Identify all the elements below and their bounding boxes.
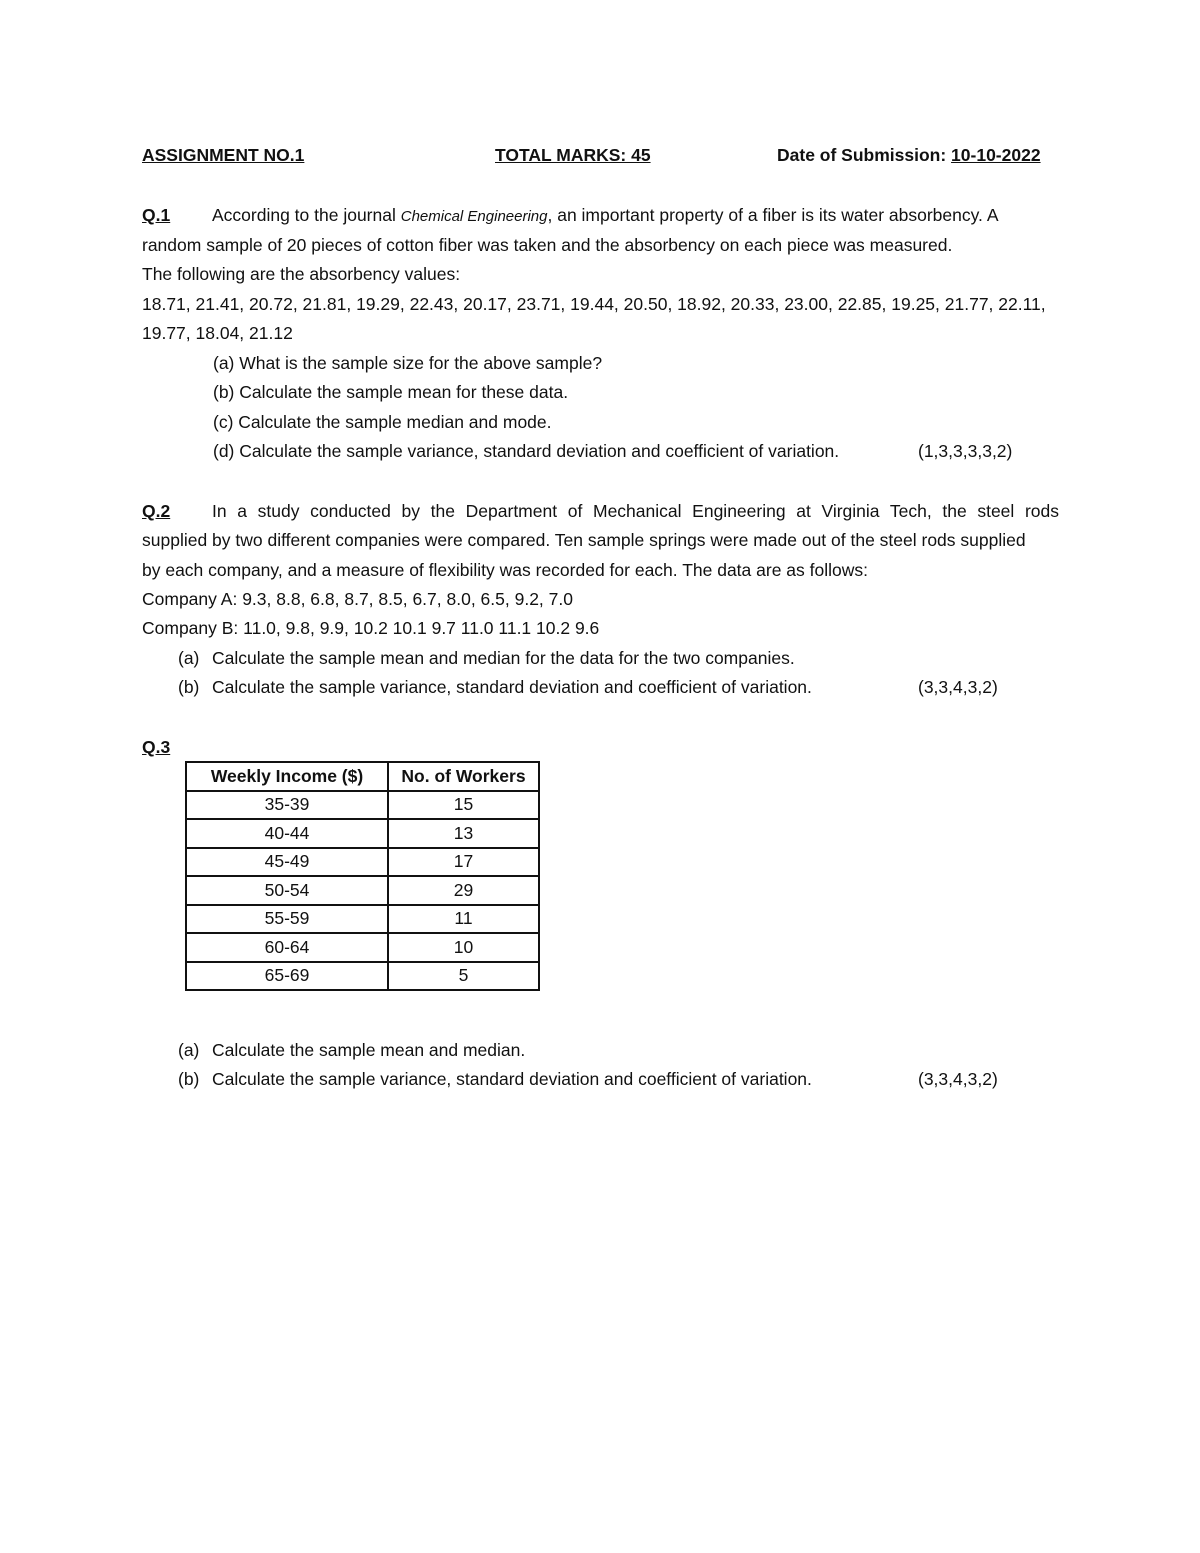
- q3-part-a-text: Calculate the sample mean and median.: [212, 1040, 526, 1060]
- income-cell: 65-69: [186, 962, 388, 991]
- q2-number: Q.2: [142, 501, 171, 521]
- q1-intro: [212, 204, 999, 228]
- q2-part-b-label: (b): [178, 677, 200, 697]
- q1-part-d: (d) Calculate the sample variance, standard deviation and coefficient of variation.: [213, 441, 840, 461]
- q2-part-b-text: Calculate the sample variance, standard deviation and coefficient of variation.: [212, 677, 812, 697]
- q1-part-b: (b) Calculate the sample mean for these data.: [213, 382, 569, 402]
- q1-data-line1: 18.71, 21.41, 20.72, 21.81, 19.29, 22.43, 20.17, 23.71, 19.44, 20.50, 18.92, 20.33, 23.00, 22.85, 19.25, 21.77, 22.11,: [142, 294, 1046, 314]
- q1-journal: Chemical Engineering: [400, 208, 548, 225]
- table-row: [186, 791, 539, 820]
- col-header-weekly-income: Weekly Income ($): [186, 762, 388, 791]
- col-header-no-of-workers: No. of Workers: [388, 762, 539, 791]
- q2-line3: by each company, and a measure of flexibility was recorded for each. The data are as follows:: [142, 560, 868, 580]
- q1-intro-pre: According to the journal: [212, 205, 401, 225]
- q2-line1: In a study conducted by the Department of Mechanical Engineering at Virginia Tech, the steel rods: [212, 501, 1059, 521]
- q3-part-b-text: Calculate the sample variance, standard deviation and coefficient of variation.: [212, 1069, 812, 1089]
- q2-part-a-label: (a): [178, 648, 200, 668]
- table-row: [186, 962, 539, 991]
- table-row: [186, 819, 539, 848]
- workers-cell: 13: [388, 819, 539, 848]
- workers-cell: 10: [388, 933, 539, 962]
- income-cell: 45-49: [186, 848, 388, 877]
- income-cell: 40-44: [186, 819, 388, 848]
- income-cell: 55-59: [186, 905, 388, 934]
- q1-part-a: (a) What is the sample size for the above sample?: [213, 353, 603, 373]
- q1-part-c: (c) Calculate the sample median and mode.: [213, 412, 552, 432]
- table-row: [186, 848, 539, 877]
- income-cell: 35-39: [186, 791, 388, 820]
- q1-marks: (1,3,3,3,3,2): [918, 441, 1013, 461]
- q2-marks: (3,3,4,3,2): [918, 677, 998, 697]
- submission-date-value: 10-10-2022: [951, 145, 1041, 165]
- q3-part-b-label: (b): [178, 1069, 200, 1089]
- q1-data-line2: 19.77, 18.04, 21.12: [142, 323, 293, 343]
- q1-intro-post: , an important property of a fiber is its water absorbency. A: [547, 205, 999, 225]
- q2-part-a-text: Calculate the sample mean and median for the data for the two companies.: [212, 648, 795, 668]
- workers-cell: 29: [388, 876, 539, 905]
- total-marks: TOTAL MARKS: 45: [495, 145, 651, 165]
- q2-company-a: Company A: 9.3, 8.8, 6.8, 8.7, 8.5, 6.7, 8.0, 6.5, 9.2, 7.0: [142, 589, 573, 609]
- q2-company-b: Company B: 11.0, 9.8, 9.9, 10.2 10.1 9.7 11.0 11.1 10.2 9.6: [142, 618, 600, 638]
- workers-cell: 17: [388, 848, 539, 877]
- workers-cell: 5: [388, 962, 539, 991]
- table-row: [186, 933, 539, 962]
- workers-cell: 15: [388, 791, 539, 820]
- submission-date: [777, 145, 1041, 166]
- table-row: [186, 876, 539, 905]
- q1-line2: random sample of 20 pieces of cotton fiber was taken and the absorbency on each piece was measured.: [142, 235, 953, 255]
- q3-marks: (3,3,4,3,2): [918, 1069, 998, 1089]
- income-cell: 50-54: [186, 876, 388, 905]
- submission-date-label: Date of Submission:: [777, 145, 952, 165]
- q3-number: Q.3: [142, 737, 171, 757]
- table-row: [186, 905, 539, 934]
- workers-cell: 11: [388, 905, 539, 934]
- q1-number: Q.1: [142, 205, 171, 225]
- q1-line3: The following are the absorbency values:: [142, 264, 461, 284]
- income-cell: 60-64: [186, 933, 388, 962]
- assignment-title: ASSIGNMENT NO.1: [142, 145, 305, 165]
- table-header-row: [186, 762, 539, 791]
- q2-line2: supplied by two different companies were compared. Ten sample springs were made out of the steel rods supplied: [142, 530, 1026, 550]
- income-table: [185, 761, 540, 991]
- q3-part-a-label: (a): [178, 1040, 200, 1060]
